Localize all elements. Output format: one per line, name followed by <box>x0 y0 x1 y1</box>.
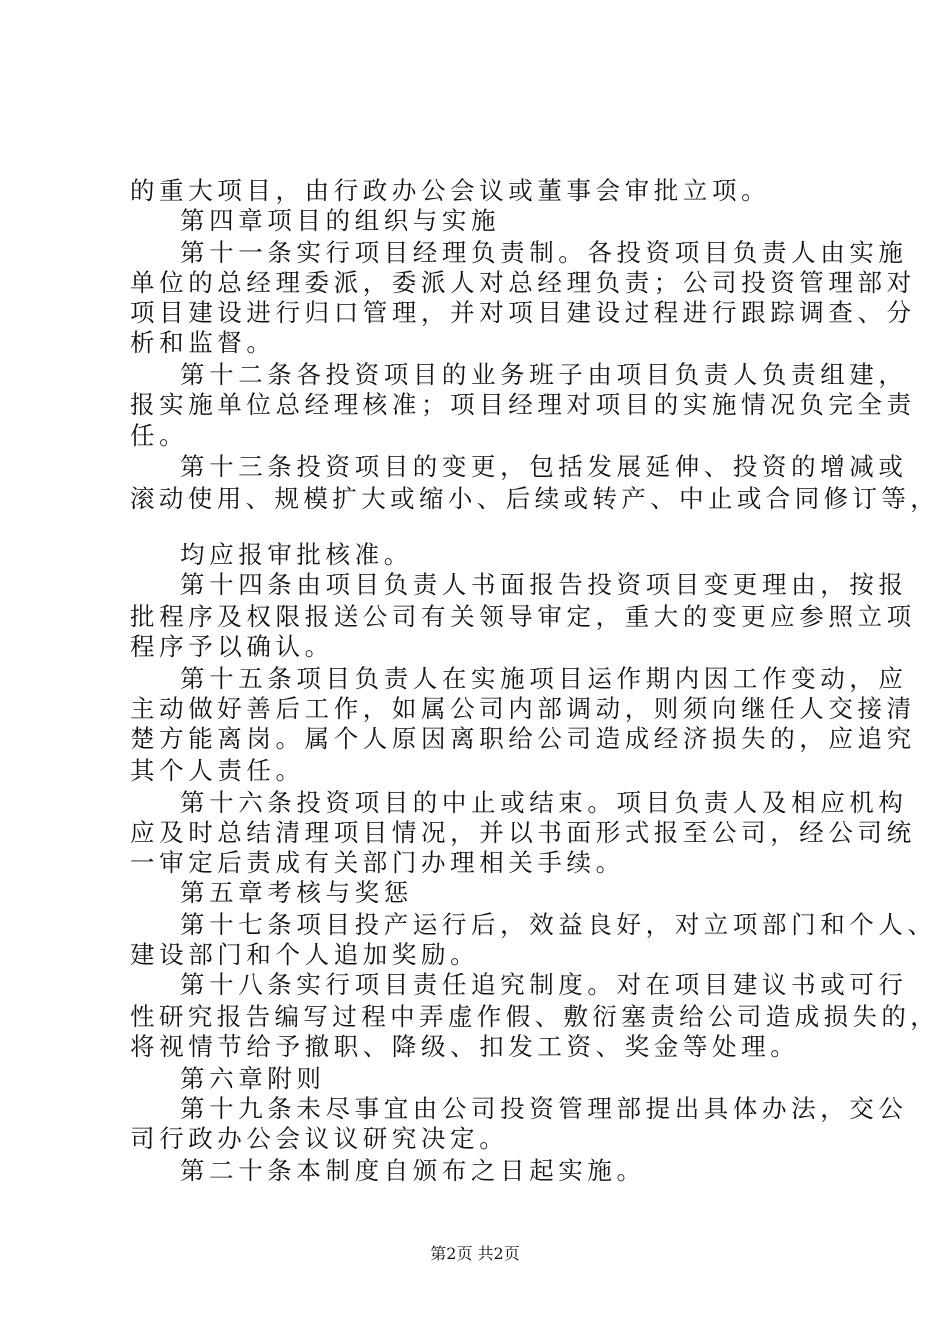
body-text-line: 任。 <box>130 421 189 450</box>
chapter-heading: 第四章项目的组织与实施 <box>180 206 501 235</box>
body-text-line: 单位的总经理委派，委派人对总经理负责；公司投资管理部对 <box>130 268 916 297</box>
article-paragraph-start: 第二十条本制度自颁布之日起实施。 <box>180 1156 646 1185</box>
body-text-line: 项目建设进行归口管理，并对项目建设过程进行跟踪调查、分 <box>130 298 916 327</box>
article-paragraph-start: 第十六条投资项目的中止或结束。项目负责人及相应机构 <box>180 788 908 817</box>
body-text-line: 一审定后责成有关部门办理相关手续。 <box>130 848 625 877</box>
body-text-line: 均应报审批核准。 <box>180 540 413 569</box>
body-text-line: 性研究报告编写过程中弄虚作假、敷衍塞责给公司造成损失的， <box>130 1002 940 1031</box>
article-paragraph-start: 第十二条各投资项目的业务班子由项目负责人负责组建， <box>180 360 908 389</box>
body-text-line: 将视情节给予撤职、降级、扣发工资、奖金等处理。 <box>130 1032 800 1061</box>
article-paragraph-start: 第十四条由项目负责人书面报告投资项目变更理由，按报 <box>180 570 908 599</box>
body-text-line: 建设部门和个人追加奖励。 <box>130 940 480 969</box>
page-number-footer: 第2页 共2页 <box>430 1244 520 1263</box>
article-paragraph-start: 第十九条未尽事宜由公司投资管理部提出具体办法，交公 <box>180 1094 908 1123</box>
body-text-line: 应及时总结清理项目情况，并以书面形式报至公司，经公司统 <box>130 818 916 847</box>
body-text-line: 其个人责任。 <box>130 756 305 785</box>
body-text-line: 报实施单位总经理核准；项目经理对项目的实施情况负完全责 <box>130 390 916 419</box>
article-paragraph-start: 第十八条实行项目责任追究制度。对在项目建议书或可行 <box>180 970 908 999</box>
body-text-line: 楚方能离岗。属个人原因离职给公司造成经济损失的，应追究 <box>130 724 916 753</box>
body-text-line: 司行政办公会议议研究决定。 <box>130 1124 509 1153</box>
body-text-line: 滚动使用、规模扩大或缩小、后续或转产、中止或合同修订等， <box>130 484 940 513</box>
body-text-line: 析和监督。 <box>130 328 276 357</box>
body-text-line: 程序予以确认。 <box>130 632 334 661</box>
body-text-line: 批程序及权限报送公司有关领导审定，重大的变更应参照立项 <box>130 602 916 631</box>
article-paragraph-start: 第十三条投资项目的变更，包括发展延伸、投资的增减或 <box>180 452 908 481</box>
article-paragraph-start: 第十一条实行项目经理负责制。各投资项目负责人由实施 <box>180 238 908 267</box>
article-paragraph-start: 第十五条项目负责人在实施项目运作期内因工作变动，应 <box>180 664 908 693</box>
body-text-line: 的重大项目，由行政办公会议或董事会审批立项。 <box>130 176 771 205</box>
body-text-line: 主动做好善后工作，如属公司内部调动，则须向继任人交接清 <box>130 694 916 723</box>
chapter-heading: 第五章考核与奖惩 <box>180 878 413 907</box>
chapter-heading: 第六章附则 <box>180 1064 326 1093</box>
article-paragraph-start: 第十七条项目投产运行后，效益良好，对立项部门和个人、 <box>180 910 937 939</box>
